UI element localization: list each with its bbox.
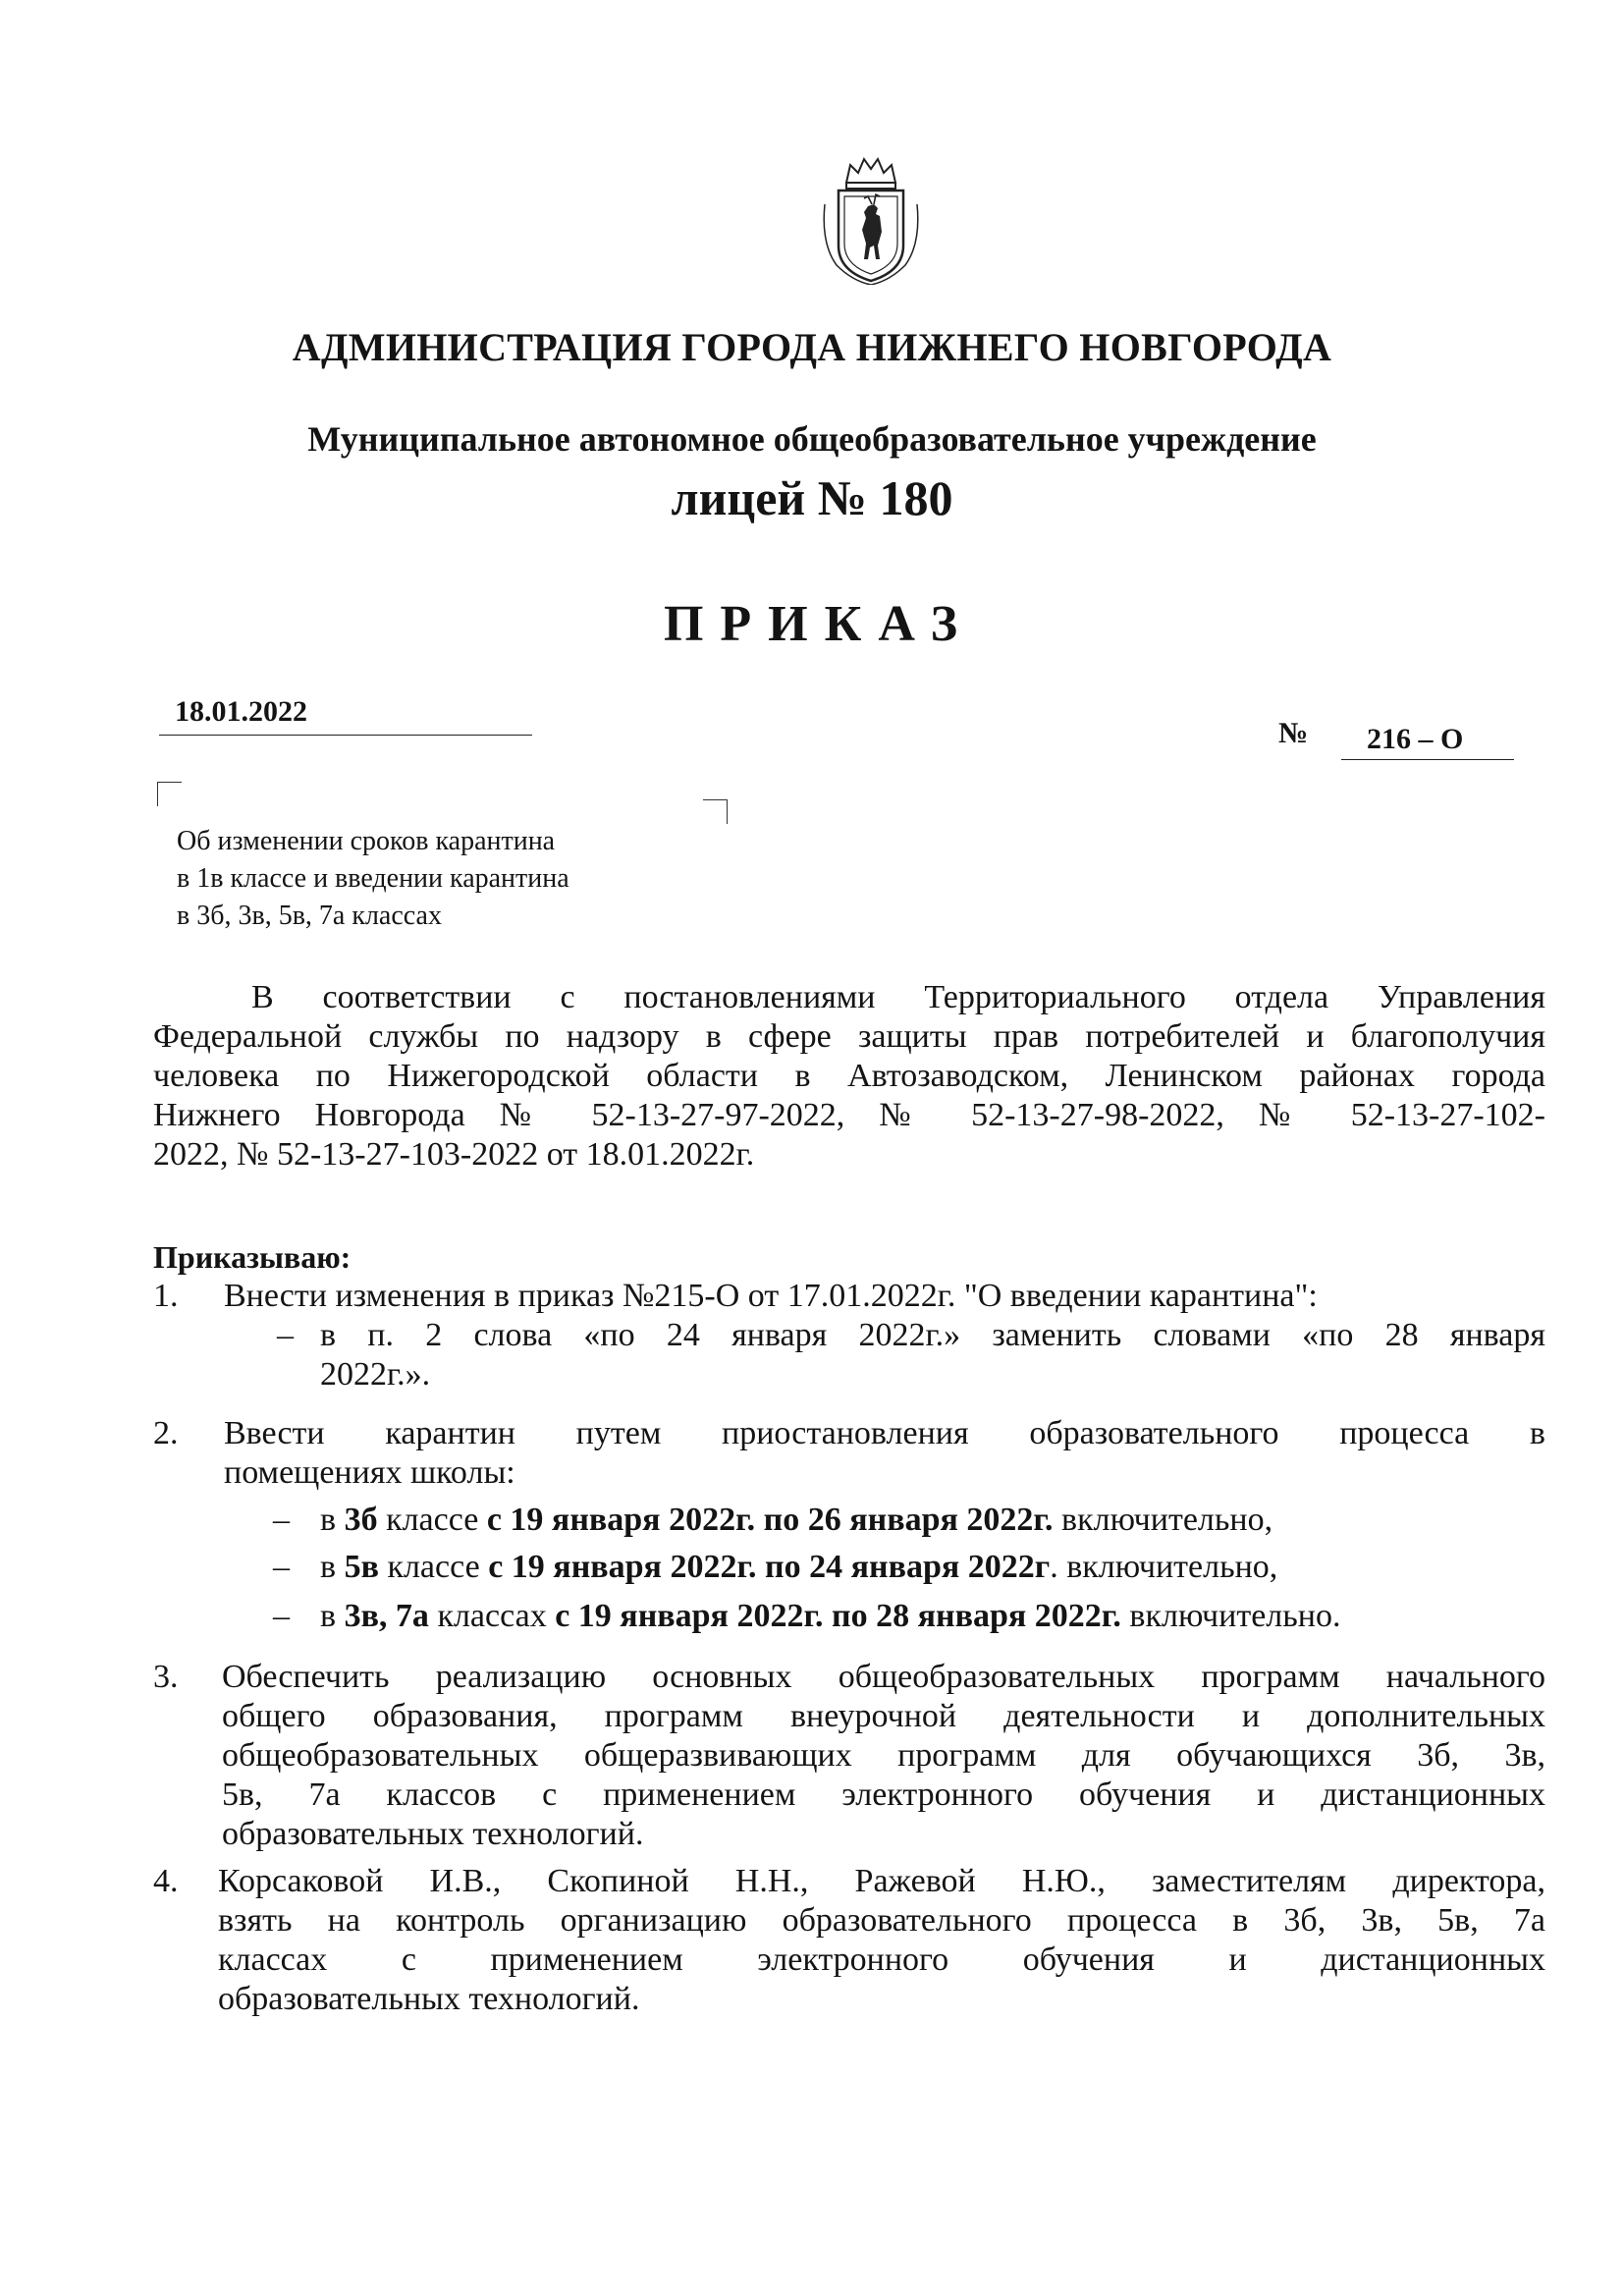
entry-prefix: в [320,1598,345,1634]
entry-class: 5в [344,1549,379,1585]
entry-middle: классах [428,1598,556,1634]
entry-prefix: в [320,1502,345,1538]
entry-suffix: . включительно, [1050,1549,1278,1585]
entry-period: с 19 января 2022г. по 24 января 2022г [488,1549,1051,1585]
entry-period: с 19 января 2022г. по 28 января 2022г. [555,1598,1121,1634]
preamble-line: В соответствии с постановлениями Территориального отдела Управления [251,979,1545,1015]
item-number: 3. [153,1659,179,1695]
entry-suffix: включительно. [1120,1598,1341,1634]
item-text: Внести изменения в приказ №215-О от 17.01.2022г. "О введении карантина": [224,1278,1318,1314]
item-line: Обеспечить реализацию основных общеобразовательных программ начального [222,1659,1545,1695]
preamble-line: Федеральной службы по надзору в сфере защиты прав потребителей и благополучия [153,1018,1545,1055]
document-type-title: ПРИКАЗ [663,596,975,652]
item-line: взять на контроль организацию образовательного процесса в 3б, 3в, 5в, 7а [218,1902,1545,1939]
preamble-line: 2022, № 52-13-27-103-2022 от 18.01.2022г. [153,1136,755,1173]
item-line: помещениях школы: [224,1454,515,1491]
dash-marker: – [277,1317,294,1353]
dash-marker: – [273,1598,290,1634]
preamble-paragraph [153,978,1545,1175]
entry-middle: классе [378,1549,489,1585]
document-subject [177,823,687,935]
subject-line: в 3б, 3в, 5в, 7а классах [177,901,442,931]
institution-name: Муниципальное автономное общеобразовательное учреждение [307,419,1317,459]
document-date: 18.01.2022 [175,695,307,728]
item-number: 4. [153,1863,179,1899]
number-underline [1341,759,1514,760]
item-line: общего образования, программ внеурочной деятельности и дополнительных [222,1698,1545,1734]
preamble-line: Нижнего Новгорода № 52-13-27-97-2022, № 52-13-27-98-2022, № 52-13-27-102- [153,1097,1545,1133]
item-line: образовательных технологий. [218,1981,640,2017]
entry-period: с 19 января 2022г. по 26 января 2022г. [486,1502,1054,1538]
dash-marker: – [273,1502,290,1538]
number-sign: № [1278,717,1309,749]
entry-suffix: включительно, [1053,1502,1273,1538]
preamble-line: человека по Нижегородской области в Автозаводском, Ленинском районах города [153,1058,1545,1094]
item-line: Корсаковой И.В., Скопиной Н.Н., Ражевой Н.Ю., заместителям директора, [218,1863,1545,1899]
organization-title: АДМИНИСТРАЦИЯ ГОРОДА НИЖНЕГО НОВГОРОДА [292,325,1332,369]
entry-class: 3б [344,1502,378,1538]
item-line: общеобразовательных общеразвивающих программ для обучающихся 3б, 3в, [222,1737,1545,1774]
subject-line: Об изменении сроков карантина [177,826,556,856]
subject-corner-right [703,799,728,824]
item-number: 2. [153,1415,179,1451]
entry-class: 3в, 7а [344,1598,429,1634]
entry-middle: классе [377,1502,487,1538]
entry-prefix: в [320,1549,345,1585]
item-line: классах с применением электронного обучения и дистанционных [218,1941,1545,1978]
subpoint-line: 2022г.». [320,1356,431,1393]
order-item-1 [153,1277,1545,1316]
subject-corner-left [157,782,182,806]
item-1-subpoint [277,1316,1545,1394]
order-item-2 [153,1414,1545,1493]
document-number: 216 – О [1367,723,1464,755]
order-label: Приказываю: [153,1239,352,1275]
coat-of-arms-emblem [817,155,925,285]
item-number: 1. [153,1278,179,1314]
item-line: образовательных технологий. [222,1816,644,1852]
lyceum-name: лицей № 180 [671,470,953,525]
subpoint-line: в п. 2 слова «по 24 января 2022г.» заменить словами «по 28 января [320,1317,1545,1353]
order-item-4 [153,1862,1545,2019]
item-line: Ввести карантин путем приостановления образовательного процесса в [224,1415,1545,1451]
subject-line: в 1в классе и введении карантина [177,863,569,894]
date-underline [159,735,532,736]
dash-marker: – [273,1549,290,1585]
item-line: 5в, 7а классов с применением электронного обучения и дистанционных [222,1777,1545,1813]
order-item-3 [153,1658,1545,1854]
